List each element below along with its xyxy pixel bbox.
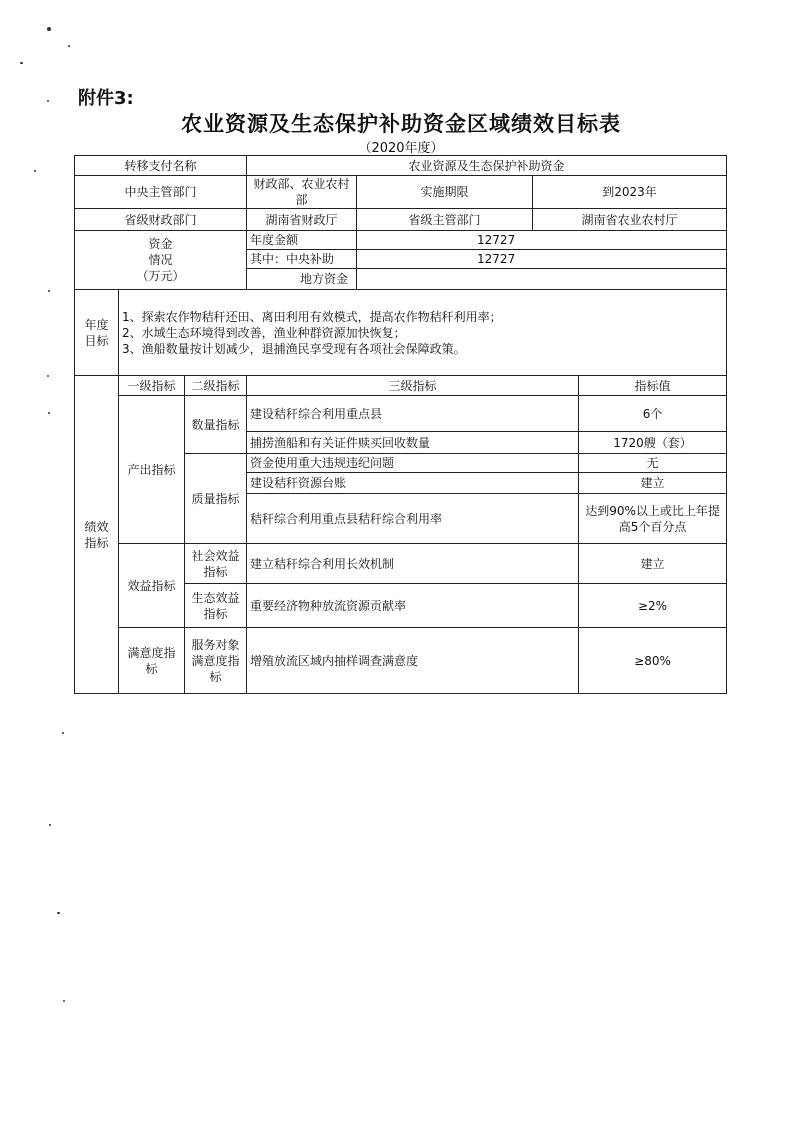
annual-goals (119, 290, 727, 376)
indicator-value: 达到90%以上或比上年提 高5个百分点 (579, 494, 727, 544)
central-dept-label: 中央主管部门 (75, 176, 247, 209)
table-row (75, 376, 727, 396)
transfer-name-value: 农业资源及生态保护补助资金 (247, 156, 727, 176)
table-row (75, 209, 727, 231)
social-benefit-label: 社会效益 指标 (185, 544, 247, 584)
goal-item: 3、渔船数量按计划减少，退捕渔民享受现有各项社会保障政策。 (122, 341, 466, 356)
scan-speck (34, 170, 36, 172)
indicator-value: 6个 (579, 396, 727, 432)
indicator-name: 资金使用重大违规违纪问题 (247, 454, 579, 473)
indicator-name: 建设秸秆综合利用重点县 (247, 396, 579, 432)
local-funds-value (357, 269, 727, 290)
scan-speck (47, 100, 49, 102)
scan-speck (63, 1000, 65, 1002)
indicator-value: 建立 (579, 544, 727, 584)
annual-goal-label: 年度 目标 (75, 290, 119, 376)
benefit-indicator-label: 效益指标 (119, 544, 185, 628)
performance-target-table (74, 155, 727, 694)
table-row (75, 396, 727, 432)
indicator-name: 捕捞渔船和有关证件赎买回收数量 (247, 432, 579, 454)
col-header-level1: 一级指标 (119, 376, 185, 396)
indicator-name: 增殖放流区域内抽样调查满意度 (247, 628, 579, 694)
indicator-name: 秸秆综合利用重点县秸秆综合利用率 (247, 494, 579, 544)
table-row (75, 176, 727, 209)
central-dept-value: 财政部、农业农村部 (247, 176, 357, 209)
scan-speck (20, 62, 23, 64)
indicator-value: ≥2% (579, 584, 727, 628)
prov-dept-value: 湖南省农业农村厅 (533, 209, 727, 231)
document-year: （2020年度） (358, 141, 444, 156)
quality-indicator-label: 质量指标 (185, 454, 247, 544)
local-funds-label: 地方资金 (247, 269, 357, 290)
funds-label: 资金 情况 （万元） (75, 231, 247, 290)
indicator-value: 无 (579, 454, 727, 473)
col-header-level2: 二级指标 (185, 376, 247, 396)
annual-amount-label: 年度金额 (247, 231, 357, 250)
indicator-value: 1720艘（套） (579, 432, 727, 454)
service-satisfaction-label: 服务对象 满意度指 标 (185, 628, 247, 694)
output-indicator-label: 产出指标 (119, 396, 185, 544)
scan-speck (49, 824, 51, 826)
indicator-value: ≥80% (579, 628, 727, 694)
scan-speck (47, 375, 49, 377)
col-header-value: 指标值 (579, 376, 727, 396)
goal-item: 2、水域生态环境得到改善，渔业种群资源加快恢复； (122, 325, 406, 340)
indicator-name: 建立秸秆综合利用长效机制 (247, 544, 579, 584)
quantity-indicator-label: 数量指标 (185, 396, 247, 454)
prov-finance-label: 省级财政部门 (75, 209, 247, 231)
col-header-level3: 三级指标 (247, 376, 579, 396)
scan-speck (47, 27, 51, 31)
scan-speck (57, 912, 60, 914)
scan-speck (48, 412, 50, 414)
goal-item: 1、探索农作物秸秆还田、离田利用有效模式，提高农作物秸秆利用率； (122, 309, 502, 324)
scan-speck (62, 732, 64, 734)
transfer-name-label: 转移支付名称 (75, 156, 247, 176)
satisfaction-indicator-label: 满意度指 标 (119, 628, 185, 694)
eco-benefit-label: 生态效益 指标 (185, 584, 247, 628)
table-row (75, 290, 727, 376)
central-subsidy-label: 其中：中央补助 (247, 250, 357, 269)
table-row (75, 156, 727, 176)
document-title: 农业资源及生态保护补助资金区域绩效目标表 (181, 112, 621, 136)
indicator-name: 建设秸秆资源台账 (247, 473, 579, 494)
prov-finance-value: 湖南省财政厅 (247, 209, 357, 231)
scan-speck (68, 45, 70, 47)
period-label: 实施期限 (357, 176, 533, 209)
indicator-value: 建立 (579, 473, 727, 494)
annual-amount-value: 12727 (357, 231, 727, 250)
table-row (75, 544, 727, 584)
attachment-label: 附件3: (78, 88, 134, 109)
central-subsidy-value: 12727 (357, 250, 727, 269)
period-value: 到2023年 (533, 176, 727, 209)
prov-dept-label: 省级主管部门 (357, 209, 533, 231)
performance-indicator-label: 绩效 指标 (75, 376, 119, 694)
scan-speck (48, 290, 50, 292)
table-row (75, 628, 727, 694)
indicator-name: 重要经济物种放流资源贡献率 (247, 584, 579, 628)
table-row (75, 231, 727, 250)
